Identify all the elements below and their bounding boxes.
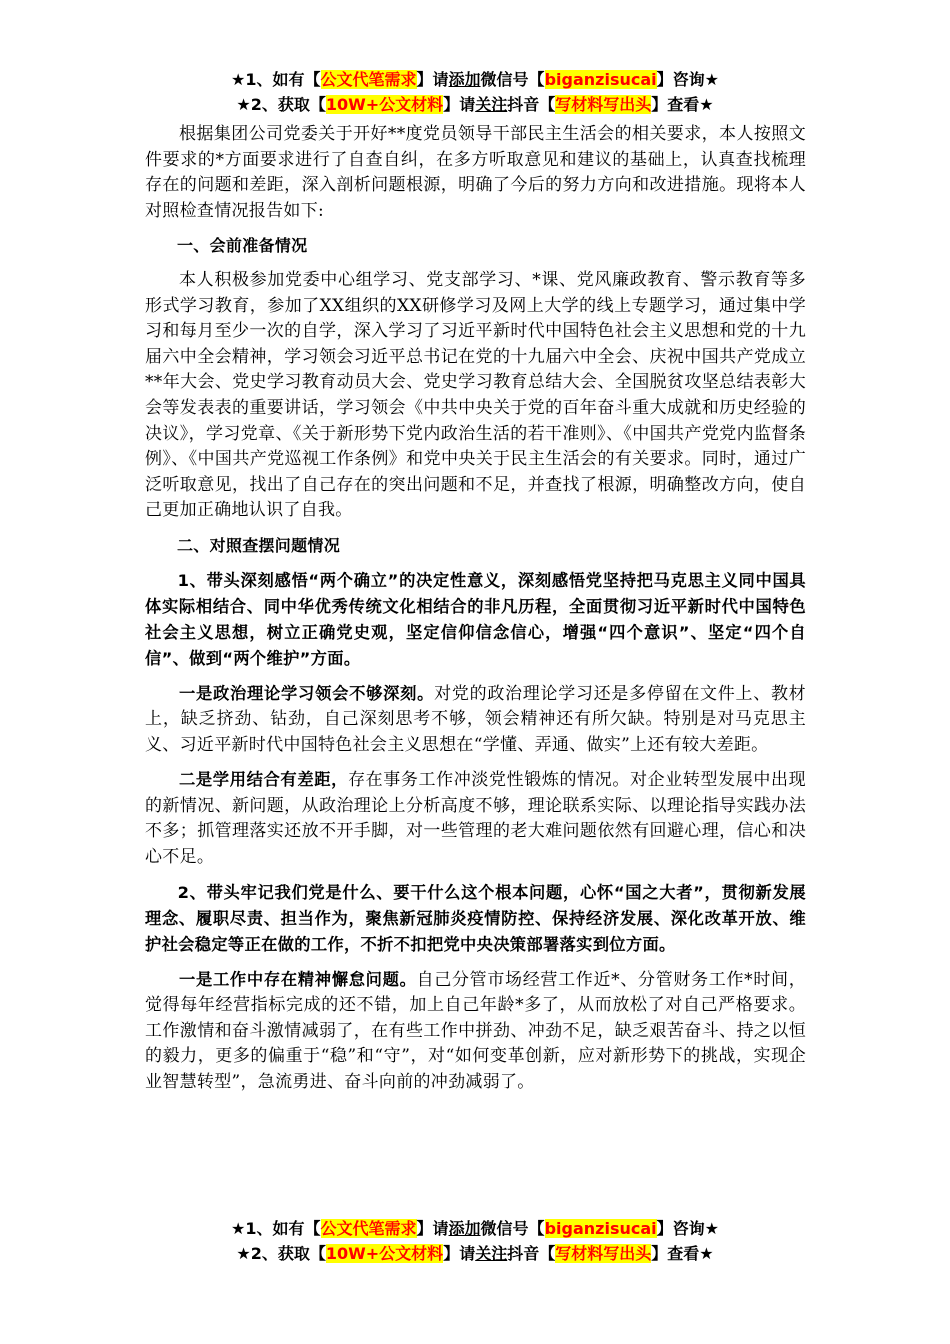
banner-text: 抖音【 [507, 1244, 556, 1263]
banner-text: 】请 [443, 95, 476, 114]
highlight-text: 公文代笔需求 [320, 70, 417, 89]
underlined-text: 关注 [475, 1244, 508, 1263]
paragraph-issue-3 [145, 967, 806, 1096]
banner-line-2 [0, 92, 950, 117]
underlined-text: 添加 [448, 1219, 481, 1238]
banner-text: ★1、如有【 [231, 1219, 321, 1238]
paragraph-issue-1 [145, 681, 806, 759]
intro-paragraph: 根据集团公司党委关于开好**度党员领导干部民主生活会的相关要求，本人按照文件要求的*方面要求进行了自查自纠，在多方听取意见和建议的基础上，认真查找梳理存在的问题和差距，深入剖析问题根源，明确了今后的努力方向和改进措施。现将本人对照检查情况报告如下: [145, 124, 806, 221]
subsection-1: 1、带头深刻感悟“两个确立”的决定性意义，深刻感悟党坚持把马克思主义同中国具体实际相结合、同中华优秀传统文化相结合的非凡历程，全面贯彻习近平新时代中国特色社会主义思想，树立正确党史观，坚定信仰信念信心，增强“四个意识”、坚定“四个自信”、做到“两个维护”方面。 [145, 570, 806, 668]
banner-text: 微信号【 [480, 1219, 545, 1238]
section-heading-1: 一、会前准备情况 [177, 236, 308, 256]
highlight-text: biganzisucai [544, 1219, 657, 1238]
underlined-text: 关注 [475, 95, 508, 114]
issue-lead: 二是学用结合有差距， [179, 770, 349, 790]
highlight-text: 写材料写出头 [555, 1244, 652, 1263]
banner-line-1 [0, 1216, 950, 1241]
banner-text: ★1、如有【 [231, 70, 321, 89]
banner-text: 】查看★ [651, 1244, 714, 1263]
banner-line-1 [0, 67, 950, 92]
highlight-text: 公文代笔需求 [320, 1219, 417, 1238]
section-heading-2: 二、对照查摆问题情况 [177, 535, 341, 555]
paragraph-issue-2 [145, 767, 806, 870]
issue-lead: 一是政治理论学习领会不够深刻。 [179, 683, 435, 703]
bottom-promo-banner [0, 1216, 950, 1266]
underlined-text: 添加 [448, 70, 481, 89]
banner-text: ★2、获取【 [236, 1244, 326, 1263]
issue-text: 存在事务工作冲淡党性锻炼的情况。对企业转型发展中出现的新情况、新问题，从政治理论上分析高度不够，理论联系实际、以理论指导实践办法不多；抓管理落实还放不开手脚，对一些管理的老大难问题依然有回避心理，信心和决心不足。 [145, 770, 806, 868]
banner-line-2 [0, 1241, 950, 1266]
highlight-text: biganzisucai [544, 70, 657, 89]
banner-text: ★2、获取【 [236, 95, 326, 114]
banner-text: 】咨询★ [656, 1219, 719, 1238]
banner-text: 】请 [443, 1244, 476, 1263]
issue-text: 对党的政治理论学习还是多停留在文件上、教材上，缺乏挤劲、钻劲，自己深刻思考不够，领会精神还有所欠缺。特别是对马克思主义、习近平新时代中国特色社会主义思想在“学懂、弄通、做实”上还有较大差距。 [145, 683, 806, 755]
banner-text: 抖音【 [507, 95, 556, 114]
paragraph-preparation: 本人积极参加党委中心组学习、党支部学习、*课、党风廉政教育、警示教育等多形式学习教育，参加了XX组织的XX研修学习及网上大学的线上专题学习，通过集中学习和每月至少一次的自学，深入学习了习近平新时代中国特色社会主义思想和党的十九届六中全会精神，学习领会习近平总书记在党的十九届六中全会、庆祝中国共产党成立**年大会、党史学习教育动员大会、党史学习教育总结大会、全国脱贫攻坚总结表彰大会等发表表的重要讲话，学习领会《中共中央关于党的百年奋斗重大成就和历史经验的决议》，学习党章、《关于新形势下党内政治生活的若干准则》、《中国共产党党内监督条例》、《中国共产党巡视工作条例》和党中央关于民主生活会的有关要求。同时，通过广泛听取意见，找出了自己存在的突出问题和不足，并查找了根源，明确整改方向，使自己更加正确地认识了自我。 [145, 269, 806, 521]
subsection-2: 2、带头牢记我们党是什么、要干什么这个根本问题，心怀“国之大者”，贯彻新发展理念、履职尽责、担当作为，聚焦新冠肺炎疫情防控、保持经济发展、深化改革开放、维护社会稳定等正在做的工作，不折不扣把党中央决策部署落实到位方面。 [145, 882, 806, 954]
issue-lead: 一是工作中存在精神懈怠问题。 [179, 969, 417, 989]
document-body [145, 122, 806, 1096]
banner-text: 】请 [416, 1219, 449, 1238]
highlight-text: 写材料写出头 [555, 95, 652, 114]
banner-text: 】咨询★ [656, 70, 719, 89]
top-promo-banner [0, 67, 950, 117]
issue-text: 自己分管市场经营工作近*、分管财务工作*时间，觉得每年经营指标完成的还不错，加上自己年龄*多了，从而放松了对自己严格要求。工作激情和奋斗激情减弱了，在有些工作中拼劲、冲劲不足，缺乏艰苦奋斗、持之以恒的毅力，更多的偏重于“稳”和“守”，对“如何变革创新，应对新形势下的挑战，实现企业智慧转型”，急流勇进、奋斗向前的冲劲减弱了。 [145, 969, 807, 1093]
highlight-text: 10W+公文材料 [325, 95, 444, 114]
banner-text: 】查看★ [651, 95, 714, 114]
banner-text: 微信号【 [480, 70, 545, 89]
banner-text: 】请 [416, 70, 449, 89]
highlight-text: 10W+公文材料 [325, 1244, 444, 1263]
